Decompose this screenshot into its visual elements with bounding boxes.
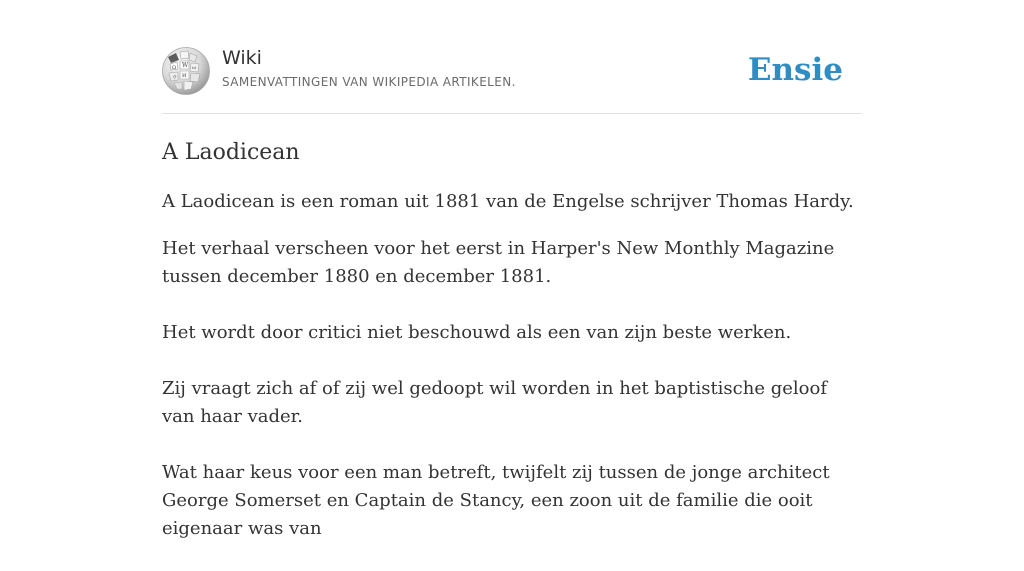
site-subtitle: SAMENVATTINGEN VAN WIKIPEDIA ARTIKELEN. <box>222 75 516 89</box>
wikipedia-globe-icon[interactable] <box>162 47 210 95</box>
svg-text:Ω: Ω <box>172 65 177 71</box>
svg-text:W: W <box>182 62 189 69</box>
article-body <box>162 188 862 571</box>
article-paragraph: A Laodicean is een roman uit 1881 van de Engelse schrijver Thomas Hardy. <box>162 191 854 212</box>
svg-text:И: И <box>182 73 187 79</box>
site-title[interactable]: Wiki <box>222 47 262 69</box>
article-paragraph: Het verhaal verscheen voor het eerst in Harper's New Monthly Magazine tussen december 1880 en december 1881. <box>162 238 835 287</box>
article-paragraph: Zij vraagt zich af of zij wel gedoopt wil worden in het baptistische geloof van haar vader. <box>162 378 827 427</box>
svg-text:ウ: ウ <box>172 75 178 81</box>
brand-logo[interactable]: Ensie <box>747 52 843 88</box>
article-title: A Laodicean <box>162 140 300 165</box>
article-paragraph: Het wordt door critici niet beschouwd als een van zijn beste werken. <box>162 322 792 343</box>
svg-text:ω: ω <box>192 65 197 71</box>
content-container <box>162 0 862 539</box>
article-paragraph: Wat haar keus voor een man betreft, twijfelt zij tussen de jonge architect George Somerset en Captain de Stancy, een zoon uit de familie die ooit eigenaar was van <box>162 462 830 539</box>
site-header <box>162 0 862 114</box>
